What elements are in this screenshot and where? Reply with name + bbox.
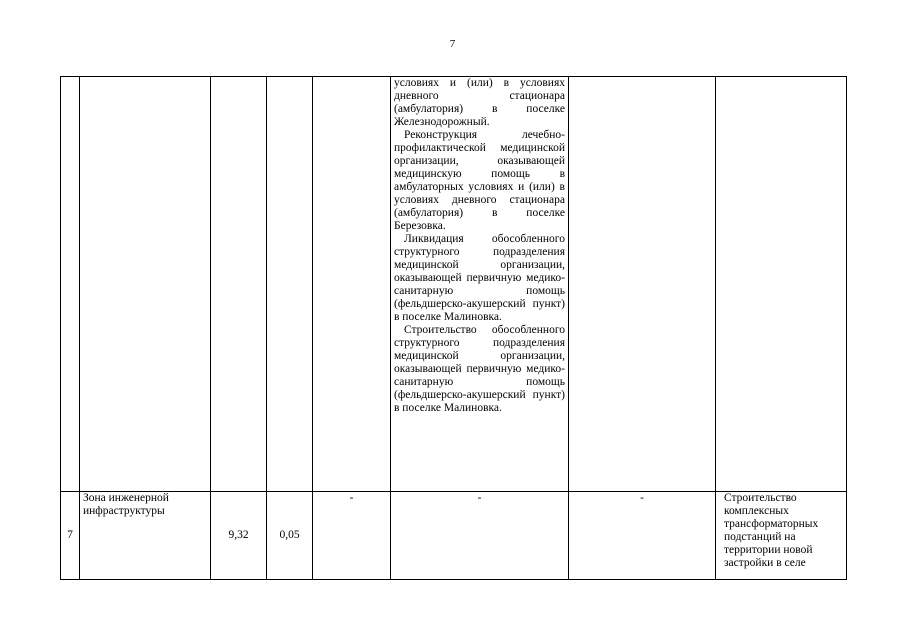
cell-col7-empty bbox=[569, 77, 716, 492]
cell-number-empty bbox=[61, 77, 80, 492]
cell-col5-empty bbox=[313, 77, 391, 492]
cell-col8-empty bbox=[716, 77, 847, 492]
col5-value: - bbox=[313, 492, 391, 580]
cell-area-empty bbox=[211, 77, 267, 492]
row-number: 7 bbox=[61, 492, 80, 580]
area-value: 9,32 bbox=[211, 492, 267, 580]
col7-value: - bbox=[569, 492, 716, 580]
page-number: 7 bbox=[449, 38, 456, 50]
col6-value: - bbox=[391, 492, 569, 580]
zoning-table bbox=[60, 76, 847, 580]
cell-measures-continuation bbox=[391, 77, 569, 492]
measure-paragraph: Строительство обособленного структурного подразделения медицинской организации, оказывающей первичную медико-санитарную помощь (фельдшерско-акушерский пункт) в поселке Малиновка. bbox=[394, 324, 565, 414]
zone-name: Зона инженерной инфраструктуры bbox=[80, 492, 211, 580]
measure-paragraph: Ликвидация обособленного структурного подразделения медицинской организации, оказывающей первичную медико-санитарную помощь (фельдшерско-акушерский пункт) в поселке Малиновка. bbox=[394, 233, 565, 323]
share-value: 0,05 bbox=[267, 492, 313, 580]
cell-zone-empty bbox=[80, 77, 211, 492]
measure-paragraph: условиях и (или) в условиях дневного стационара (амбулатория) в поселке Железнодорожный. bbox=[394, 77, 565, 128]
table-row bbox=[61, 492, 847, 580]
proposal-text: Строительство комплексных трансформаторных подстанций на территории новой застройки в селе bbox=[716, 492, 847, 580]
cell-share-empty bbox=[267, 77, 313, 492]
measure-paragraph: Реконструкция лечебно-профилактической медицинской организации, оказывающей медицинскую помощь в амбулаторных условиях и (или) в условиях дневного стационара (амбулатория) в поселке Березовка. bbox=[394, 129, 565, 232]
table-row-continuation bbox=[61, 77, 847, 492]
